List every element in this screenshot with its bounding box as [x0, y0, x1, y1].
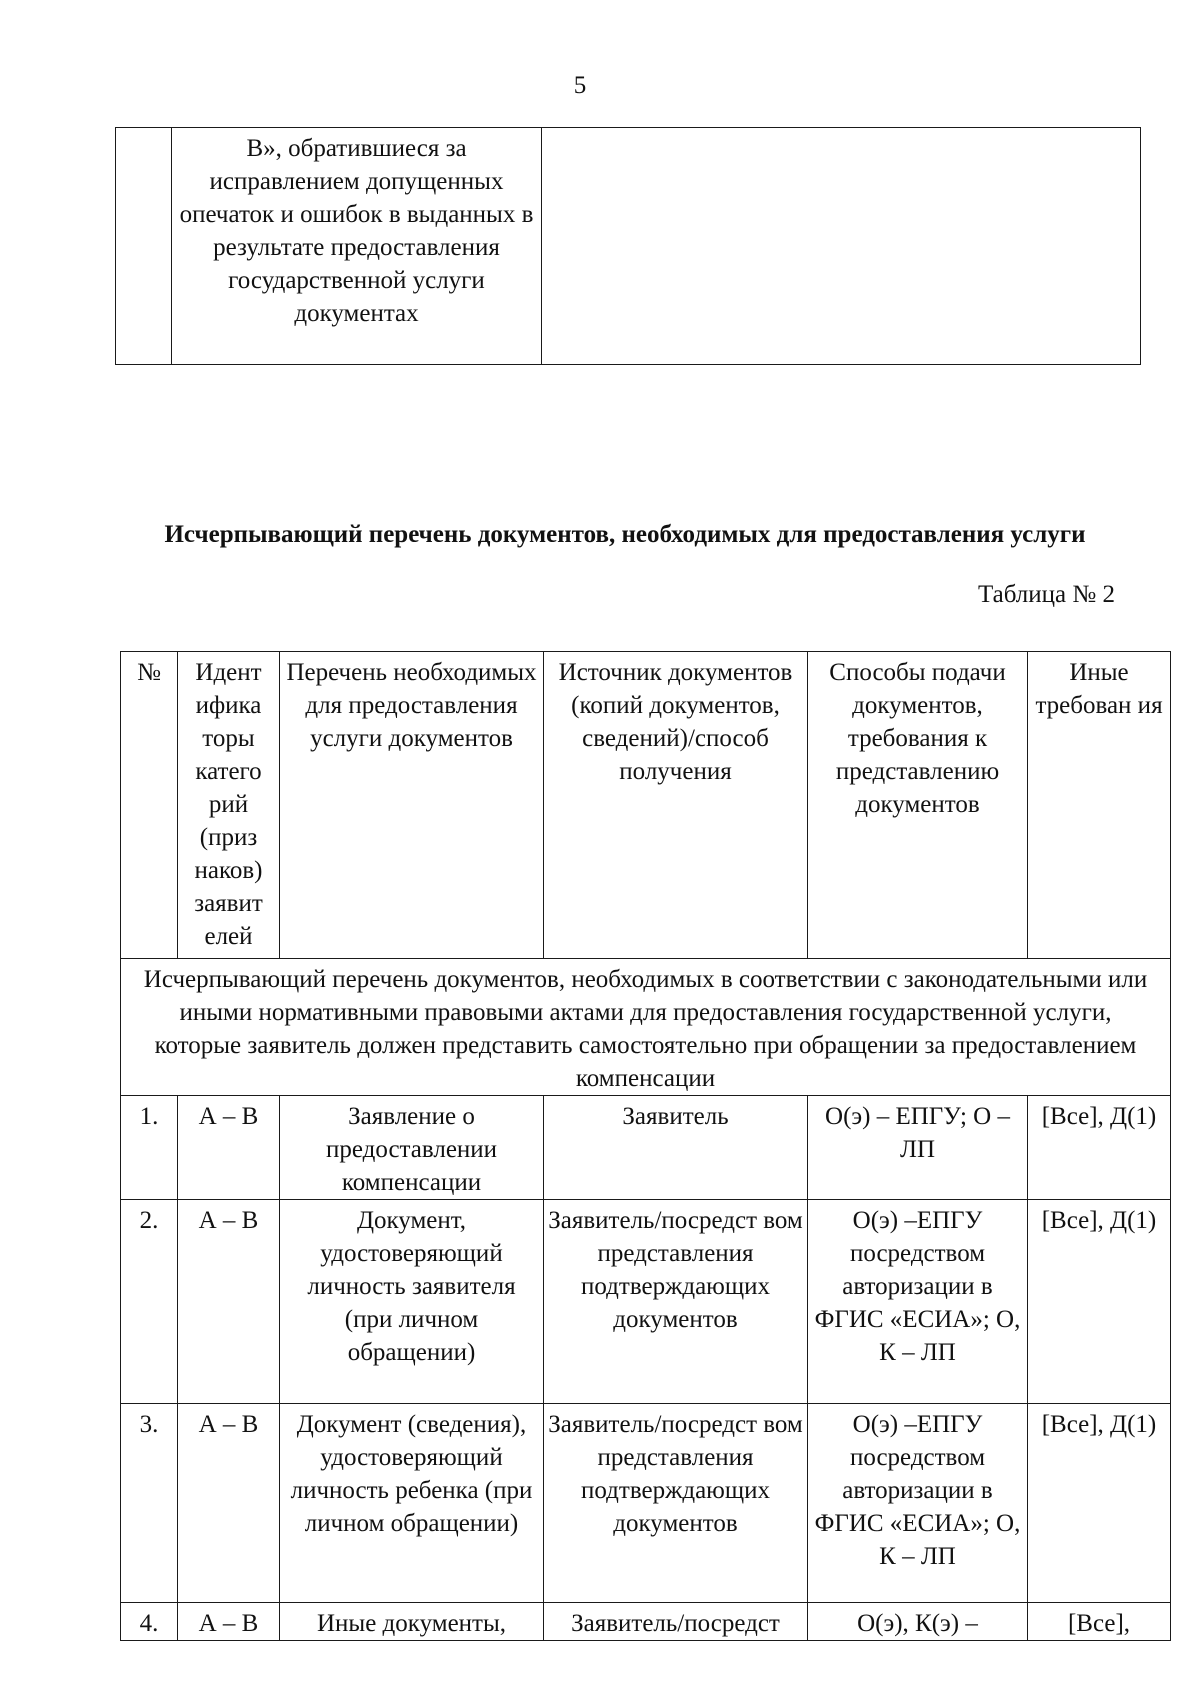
- row-method: О(э) –ЕПГУ посредством авторизации в ФГИС «ЕСИА»; О, К – ЛП: [808, 1404, 1028, 1603]
- table-cell-category-continuation: В», обратившиеся за исправлением допущенных опечаток и ошибок в выданных в результате предоставления государственной услуги документах: [172, 128, 542, 365]
- row-number: 1.: [121, 1096, 178, 1200]
- header-document-list: Перечень необходимых для предоставления услуги документов: [280, 652, 544, 959]
- row-document: Иные документы,: [280, 1603, 544, 1641]
- row-document: Документ, удостоверяющий личность заявителя (при личном обращении): [280, 1200, 544, 1404]
- row-document: Заявление о предоставлении компенсации: [280, 1096, 544, 1200]
- row-number: 3.: [121, 1404, 178, 1603]
- row-method: О(э), К(э) –: [808, 1603, 1028, 1641]
- header-category-ids: Идент ифика торы катего рий (приз наков) заявит елей: [178, 652, 280, 959]
- row-category: А – В: [178, 1096, 280, 1200]
- table-row: [121, 1096, 1171, 1200]
- row-other: [Все], Д(1): [1028, 1096, 1171, 1200]
- header-source: Источник документов (копий документов, сведений)/способ получения: [544, 652, 808, 959]
- documents-table: [120, 651, 1171, 1641]
- row-category: А – В: [178, 1404, 280, 1603]
- row-category: А – В: [178, 1200, 280, 1404]
- row-number: 4.: [121, 1603, 178, 1641]
- table-header-row: [121, 652, 1171, 959]
- section-heading: Исчерпывающий перечень документов, необходимых для предоставления услуги: [164, 521, 1086, 548]
- row-category: А – В: [178, 1603, 280, 1641]
- row-other: [Все], Д(1): [1028, 1200, 1171, 1404]
- row-source: Заявитель/посредст вом представления подтверждающих документов: [544, 1200, 808, 1404]
- table-label: Таблица № 2: [977, 581, 1115, 608]
- row-source: Заявитель/посредст: [544, 1603, 808, 1641]
- continuation-table: [115, 127, 1141, 365]
- row-number: 2.: [121, 1200, 178, 1404]
- row-source: Заявитель/посредст вом представления подтверждающих документов: [544, 1404, 808, 1603]
- header-number: №: [121, 652, 178, 959]
- table-row: [121, 1603, 1171, 1641]
- row-document: Документ (сведения), удостоверяющий личность ребенка (при личном обращении): [280, 1404, 544, 1603]
- section-title-cell: Исчерпывающий перечень документов, необходимых в соответствии с законодательными или иными нормативными правовыми актами для предоставления государственной услуги, которые заявитель должен представить самостоятельно при обращении за предоставлением компенсации: [121, 959, 1171, 1096]
- page-number: 5: [573, 72, 587, 99]
- row-source: Заявитель: [544, 1096, 808, 1200]
- row-other: [Все],: [1028, 1603, 1171, 1641]
- row-method: О(э) –ЕПГУ посредством авторизации в ФГИС «ЕСИА»; О, К – ЛП: [808, 1200, 1028, 1404]
- table-cell-empty: [542, 128, 1141, 365]
- row-method: О(э) – ЕПГУ; О – ЛП: [808, 1096, 1028, 1200]
- table-row: [121, 1404, 1171, 1603]
- table-row: [121, 1200, 1171, 1404]
- table-row: [116, 128, 1141, 365]
- row-other: [Все], Д(1): [1028, 1404, 1171, 1603]
- table-cell-empty: [116, 128, 172, 365]
- table-section-row: [121, 959, 1171, 1096]
- header-other-requirements: Иные требован ия: [1028, 652, 1171, 959]
- header-submission-method: Способы подачи документов, требования к представлению документов: [808, 652, 1028, 959]
